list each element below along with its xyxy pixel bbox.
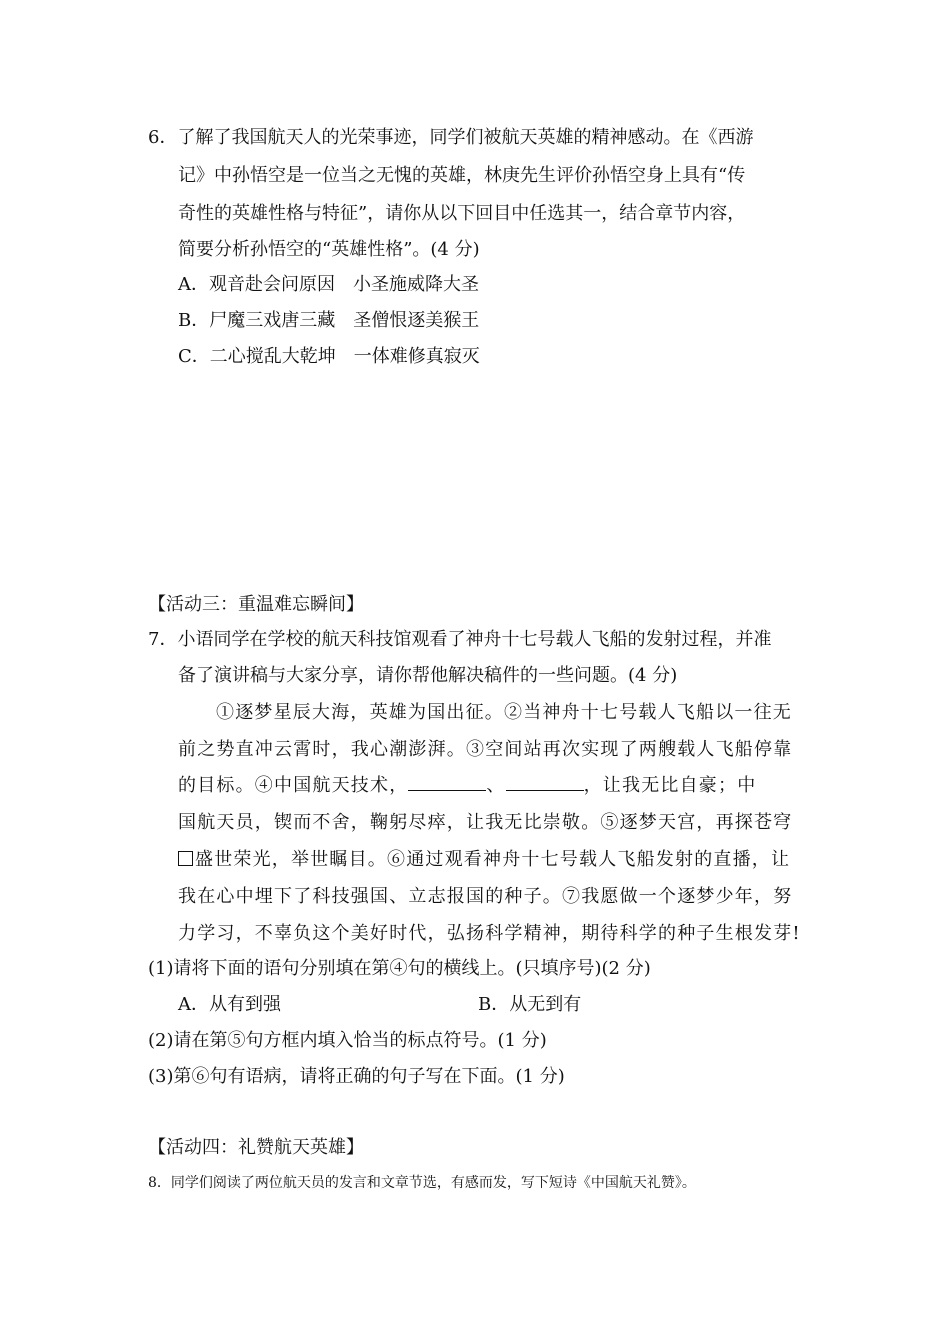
q7-passage-line-3 [178, 774, 756, 798]
q7-sub-question-2: (2)请在第⑤句方框内填入恰当的标点符号。(1 分) [148, 1030, 547, 1051]
q7-passage-line-2: 前之势直冲云霄时，我心潮澎湃。③空间站再次实现了两艘载人飞船停靠 [178, 739, 793, 760]
punctuation-box[interactable] [178, 851, 193, 866]
q6-stem-line-3: 奇性的英雄性格与特征”，请你从以下回目中任选其一，结合章节内容， [178, 203, 746, 224]
q7-passage-line-3-end: ，让我无比自豪；中 [583, 775, 757, 796]
activity4-title: 【活动四：礼赞航天英雄】 [148, 1137, 364, 1158]
q8-stem: 8．同学们阅读了两位航天员的发言和文章节选，有感而发，写下短诗《中国航天礼赞》。 [148, 1175, 696, 1191]
q7-sub1-option-b: B．从无到有 [478, 994, 582, 1015]
q6-stem-line-2: 记》中孙悟空是一位当之无愧的英雄，林庚先生评价孙悟空身上具有“传 [178, 165, 746, 186]
fill-blank-2[interactable] [506, 774, 584, 791]
q7-sub-question-3: (3)第⑥句有语病，请将正确的句子写在下面。(1 分) [148, 1066, 565, 1087]
q7-passage-line-5 [178, 848, 790, 872]
q7-sub-question-1: (1)请将下面的语句分别填在第④句的横线上。(只填序号)(2 分) [148, 958, 651, 979]
q7-passage-line-5-text: 盛世荣光，举世瞩目。⑥通过观看神舟十七号载人飞船发射的直播，让 [195, 849, 791, 870]
q6-option-c: C．二心搅乱大乾坤 一体难修真寂灭 [178, 346, 480, 367]
q7-passage-line-6: 我在心中埋下了科技强国、立志报国的种子。⑦我愿做一个逐梦少年，努 [178, 886, 793, 907]
q6-stem-line-4: 简要分析孙悟空的“英雄性格”。(4 分) [178, 239, 480, 260]
activity3-title: 【活动三：重温难忘瞬间】 [148, 594, 364, 615]
blank-separator: 、 [486, 775, 506, 796]
q6-option-a: A．观音赴会问原因 小圣施威降大圣 [178, 274, 479, 295]
q7-sub1-option-a: A．从有到强 [178, 994, 281, 1015]
q7-stem-line-2: 备了演讲稿与大家分享，请你帮他解决稿件的一些问题。(4 分) [178, 665, 678, 686]
q7-passage-line-4: 国航天员，锲而不舍，鞠躬尽瘁，让我无比崇敬。⑤逐梦天宫，再探苍穹 [178, 812, 793, 833]
q7-passage-line-7: 力学习，不辜负这个美好时代，弘扬科学精神，期待科学的种子生根发芽! [178, 923, 801, 944]
q7-passage-line-1: ①逐梦星辰大海，英雄为国出征。②当神舟十七号载人飞船以一往无 [216, 702, 792, 723]
q6-stem-line-1: 6．了解了我国航天人的光荣事迹，同学们被航天英雄的精神感动。在《西游 [148, 127, 754, 148]
q7-passage-line-3-text: 的目标。④中国航天技术， [178, 775, 409, 796]
q6-option-b: B．尸魔三戏唐三藏 圣僧恨逐美猴王 [178, 310, 480, 331]
q7-stem-line-1: 7．小语同学在学校的航天科技馆观看了神舟十七号载人飞船的发射过程，并准 [148, 629, 772, 650]
fill-blank-1[interactable] [408, 774, 486, 791]
